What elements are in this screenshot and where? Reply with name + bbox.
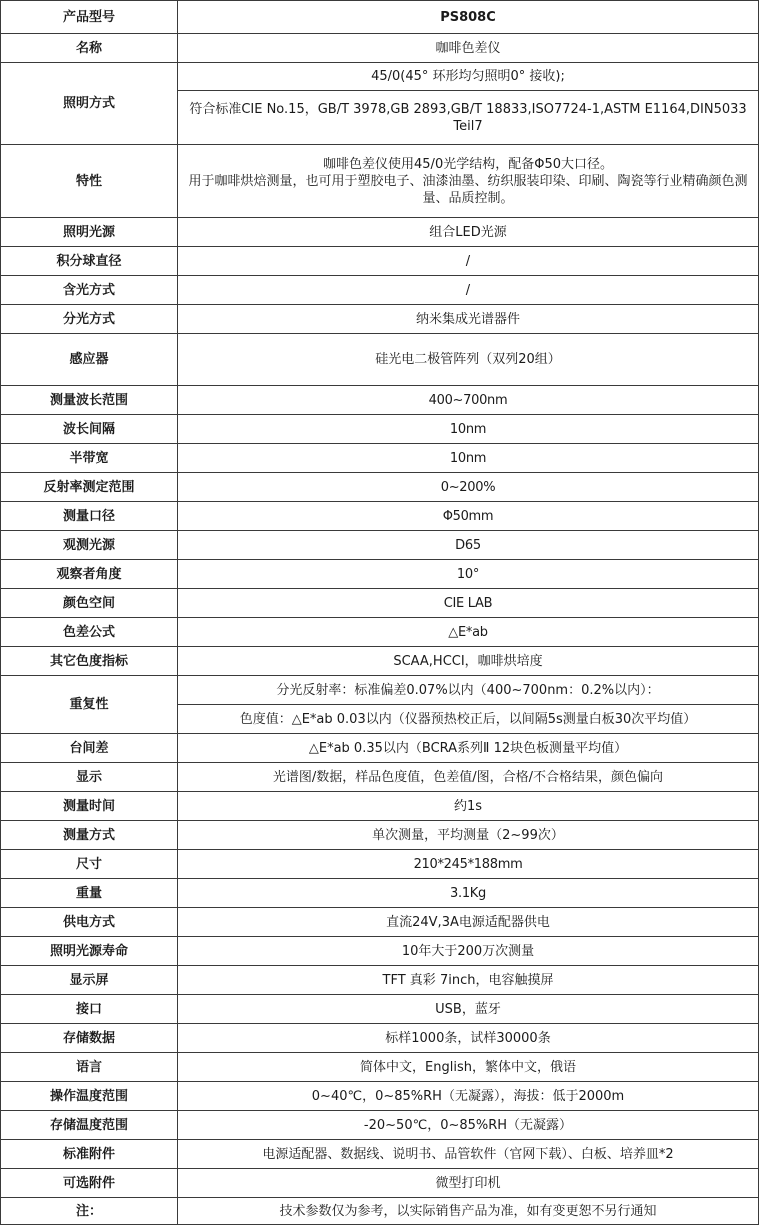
spec-label: 照明光源 — [1, 218, 178, 247]
spec-label: 分光方式 — [1, 305, 178, 334]
spec-label: 名称 — [1, 34, 178, 63]
spec-label: 其它色度指标 — [1, 647, 178, 676]
spec-label: 重量 — [1, 879, 178, 908]
spec-row — [1, 247, 759, 276]
spec-label: 显示 — [1, 763, 178, 792]
spec-label: 观察者角度 — [1, 560, 178, 589]
spec-value: 标样1000条，试样30000条 — [178, 1024, 759, 1053]
spec-label: 感应器 — [1, 334, 178, 386]
spec-row — [1, 676, 759, 705]
spec-row — [1, 386, 759, 415]
spec-row — [1, 473, 759, 502]
spec-value: 简体中文，English，繁体中文，俄语 — [178, 1053, 759, 1082]
spec-value: USB，蓝牙 — [178, 995, 759, 1024]
spec-value: 电源适配器、数据线、说明书、品管软件（官网下载）、白板、培养皿*2 — [178, 1140, 759, 1169]
spec-label: 存储温度范围 — [1, 1111, 178, 1140]
spec-value: 色度值：△E*ab 0.03以内（仪器预热校正后，以间隔5s测量白板30次平均值） — [178, 705, 759, 734]
spec-value: 技术参数仅为参考，以实际销售产品为准，如有变更恕不另行通知 — [178, 1198, 759, 1225]
spec-row — [1, 734, 759, 763]
spec-value: 组合LED光源 — [178, 218, 759, 247]
spec-row — [1, 1, 759, 34]
spec-value: -20~50℃，0~85%RH（无凝露） — [178, 1111, 759, 1140]
spec-label: 波长间隔 — [1, 415, 178, 444]
spec-value: 210*245*188mm — [178, 850, 759, 879]
spec-row — [1, 850, 759, 879]
spec-row — [1, 821, 759, 850]
spec-row — [1, 218, 759, 247]
spec-value: 45/0(45° 环形均匀照明0° 接收); — [178, 63, 759, 91]
spec-value: / — [178, 247, 759, 276]
spec-value: 10° — [178, 560, 759, 589]
spec-row — [1, 531, 759, 560]
spec-label: 含光方式 — [1, 276, 178, 305]
spec-label: 注： — [1, 1198, 178, 1225]
spec-label: 供电方式 — [1, 908, 178, 937]
spec-value: 光谱图/数据，样品色度值，色差值/图，合格/不合格结果，颜色偏向 — [178, 763, 759, 792]
spec-row — [1, 1140, 759, 1169]
spec-value: SCAA,HCCI，咖啡烘培度 — [178, 647, 759, 676]
spec-value: 咖啡色差仪使用45/0光学结构，配备Φ50大口径。 用于咖啡烘焙测量，也可用于塑胶电子、油漆油墨、纺织服装印染、印刷、陶瓷等行业精确颜色测量、品质控制。 — [178, 145, 759, 218]
spec-label: 语言 — [1, 1053, 178, 1082]
spec-row — [1, 879, 759, 908]
spec-label: 反射率测定范围 — [1, 473, 178, 502]
spec-row — [1, 937, 759, 966]
spec-label: 特性 — [1, 145, 178, 218]
spec-label: 色差公式 — [1, 618, 178, 647]
spec-value: 纳米集成光谱器件 — [178, 305, 759, 334]
spec-value: / — [178, 276, 759, 305]
spec-row — [1, 1198, 759, 1225]
spec-row — [1, 34, 759, 63]
spec-label: 产品型号 — [1, 1, 178, 34]
spec-value: 10nm — [178, 444, 759, 473]
spec-value: TFT 真彩 7inch，电容触摸屏 — [178, 966, 759, 995]
spec-row — [1, 334, 759, 386]
spec-row — [1, 1082, 759, 1111]
spec-row — [1, 444, 759, 473]
spec-value: PS808C — [178, 1, 759, 34]
spec-value: △E*ab — [178, 618, 759, 647]
spec-row — [1, 1024, 759, 1053]
spec-value: Φ50mm — [178, 502, 759, 531]
spec-value: 单次测量，平均测量（2~99次） — [178, 821, 759, 850]
spec-label: 测量波长范围 — [1, 386, 178, 415]
spec-row — [1, 1053, 759, 1082]
spec-label: 显示屏 — [1, 966, 178, 995]
spec-label: 标准附件 — [1, 1140, 178, 1169]
spec-value: CIE LAB — [178, 589, 759, 618]
spec-row — [1, 792, 759, 821]
spec-value: 微型打印机 — [178, 1169, 759, 1198]
spec-row — [1, 647, 759, 676]
spec-value: 400~700nm — [178, 386, 759, 415]
spec-label: 观测光源 — [1, 531, 178, 560]
spec-row — [1, 1111, 759, 1140]
spec-row — [1, 560, 759, 589]
spec-value: 约1s — [178, 792, 759, 821]
spec-label: 存储数据 — [1, 1024, 178, 1053]
spec-value: 3.1Kg — [178, 879, 759, 908]
spec-label: 测量时间 — [1, 792, 178, 821]
spec-row — [1, 502, 759, 531]
spec-label: 照明光源寿命 — [1, 937, 178, 966]
spec-row — [1, 908, 759, 937]
spec-label: 测量方式 — [1, 821, 178, 850]
spec-label: 半带宽 — [1, 444, 178, 473]
spec-row — [1, 1169, 759, 1198]
spec-row — [1, 415, 759, 444]
spec-table-body — [1, 1, 759, 1225]
spec-value: 符合标准CIE No.15，GB/T 3978,GB 2893,GB/T 18833,ISO7724-1,ASTM E1164,DIN5033 Teil7 — [178, 91, 759, 145]
spec-label: 操作温度范围 — [1, 1082, 178, 1111]
spec-row — [1, 305, 759, 334]
spec-label: 颜色空间 — [1, 589, 178, 618]
spec-label: 台间差 — [1, 734, 178, 763]
spec-value: 10年大于200万次测量 — [178, 937, 759, 966]
spec-row — [1, 63, 759, 91]
spec-value: 直流24V,3A电源适配器供电 — [178, 908, 759, 937]
spec-label: 可选附件 — [1, 1169, 178, 1198]
spec-value: 分光反射率：标准偏差0.07%以内（400~700nm：0.2%以内）： — [178, 676, 759, 705]
spec-label: 尺寸 — [1, 850, 178, 879]
spec-row — [1, 763, 759, 792]
spec-row — [1, 995, 759, 1024]
spec-value: 0~200% — [178, 473, 759, 502]
spec-value: D65 — [178, 531, 759, 560]
spec-value: 硅光电二极管阵列（双列20组） — [178, 334, 759, 386]
spec-row — [1, 589, 759, 618]
spec-row — [1, 276, 759, 305]
spec-row — [1, 966, 759, 995]
spec-label: 积分球直径 — [1, 247, 178, 276]
spec-value: △E*ab 0.35以内（BCRA系列Ⅱ 12块色板测量平均值） — [178, 734, 759, 763]
spec-row — [1, 145, 759, 218]
spec-value: 咖啡色差仪 — [178, 34, 759, 63]
spec-row — [1, 618, 759, 647]
spec-label: 测量口径 — [1, 502, 178, 531]
spec-value: 0~40℃，0~85%RH（无凝露），海拔：低于2000m — [178, 1082, 759, 1111]
spec-label: 接口 — [1, 995, 178, 1024]
spec-value: 10nm — [178, 415, 759, 444]
spec-label: 照明方式 — [1, 63, 178, 145]
spec-label: 重复性 — [1, 676, 178, 734]
